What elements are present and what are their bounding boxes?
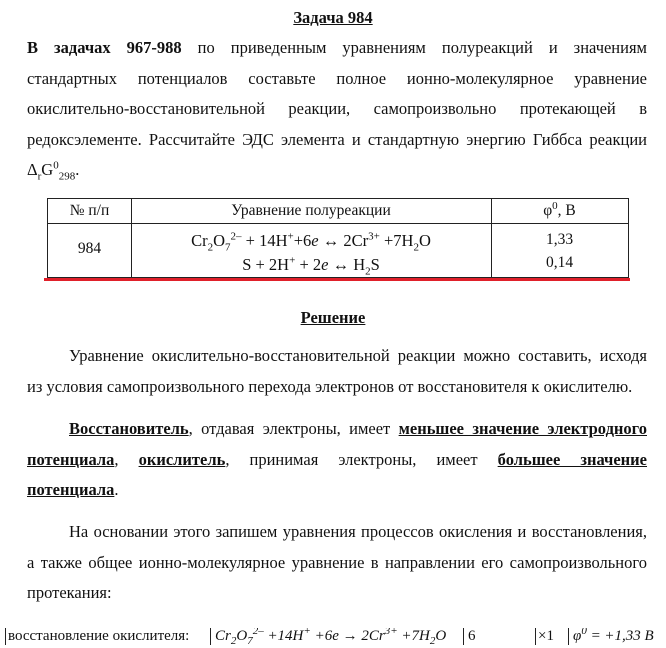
term-oxidizer: окислитель <box>138 449 226 469</box>
table-cell-equation-1: $Cr_2O_7^{2-} + 14H^++6e$ ↔ $2Cr^{3+} +7H_2O$ <box>191 230 431 254</box>
bottom-potential: $\varphi^0 = +1,33$ В <box>568 628 654 645</box>
table-cell-potential-2: 0,14 <box>545 254 574 271</box>
solution-paragraph-2 <box>27 414 647 506</box>
bottom-electrons: 6 <box>463 628 476 645</box>
bottom-label: восстановление окислителя: <box>5 628 189 645</box>
table-cell-equation-2: S + 2H+ + 2e ↔ $H_2S$ <box>242 254 380 278</box>
solution-heading: Решение <box>300 308 366 327</box>
bottom-equation: $Cr_2O_7^{2-} +14H^+ +6e \to 2Cr^{3+} +7H_2O$ <box>210 628 446 645</box>
table-cell-number: 984 <box>77 240 102 257</box>
task-line-5: $\Delta_rG^0_{298}$. <box>27 159 80 183</box>
term-higher-value: большее значение <box>497 449 648 469</box>
red-underline <box>44 278 630 281</box>
p1-line-1: Уравнение окислительно-восстановительной реакции можно составить, исходя <box>69 346 647 365</box>
table-cell-potential-1: 1,33 <box>545 231 574 248</box>
solution-paragraph-1 <box>27 341 647 402</box>
page-title: Задача 984 <box>293 8 373 27</box>
bottom-multiplier: ×1 <box>535 628 554 645</box>
task-line-4: редоксэлементе. Рассчитайте ЭДС элемента и стандартную энергию Гиббса реакции <box>27 129 647 149</box>
p3-line-2: а также общее ионно-молекулярное уравнение в направлении его самопроизвольного <box>27 552 647 572</box>
reduction-equation-line <box>0 628 666 648</box>
table-header-equation: Уравнение полуреакции <box>231 202 391 219</box>
term-potential-2: потенциала <box>27 480 115 499</box>
p3-line-3: протекания: <box>27 583 112 602</box>
p2-text-1: , отдавая электроны, имеет <box>188 419 391 438</box>
p2-text-2: , <box>114 449 119 469</box>
term-reducer: Восстановитель <box>69 419 189 438</box>
term-lower-potential: меньшее значение электродного <box>398 419 647 438</box>
solution-paragraph-3 <box>27 517 647 609</box>
p1-line-2: из условия самопроизвольного перехода электронов от восстановителя к окислителю. <box>27 376 633 396</box>
task-line-2: стандартных потенциалов составьте полное ионно-молекулярное уравнение <box>27 68 647 88</box>
task-line-3: окислительно-восстановительной реакции, самопроизвольно протекающей в <box>27 99 647 118</box>
term-potential-1: потенциала <box>27 449 115 469</box>
p3-line-1: На основании этого запишем уравнения процессов окисления и восстановления, <box>69 522 647 541</box>
p2-text-4: . <box>114 480 119 499</box>
task-lead: В задачах 967-988 <box>27 38 182 57</box>
task-line-1: по приведенным уравнениям полуреакций и значениям <box>197 38 648 57</box>
table-header-potential: $\varphi^0$, В <box>543 199 576 219</box>
table-header-number: № п/п <box>69 202 110 219</box>
half-reaction-table <box>47 198 629 278</box>
task-statement <box>27 33 647 186</box>
p2-text-3: , принимая электроны, имеет <box>225 449 478 469</box>
